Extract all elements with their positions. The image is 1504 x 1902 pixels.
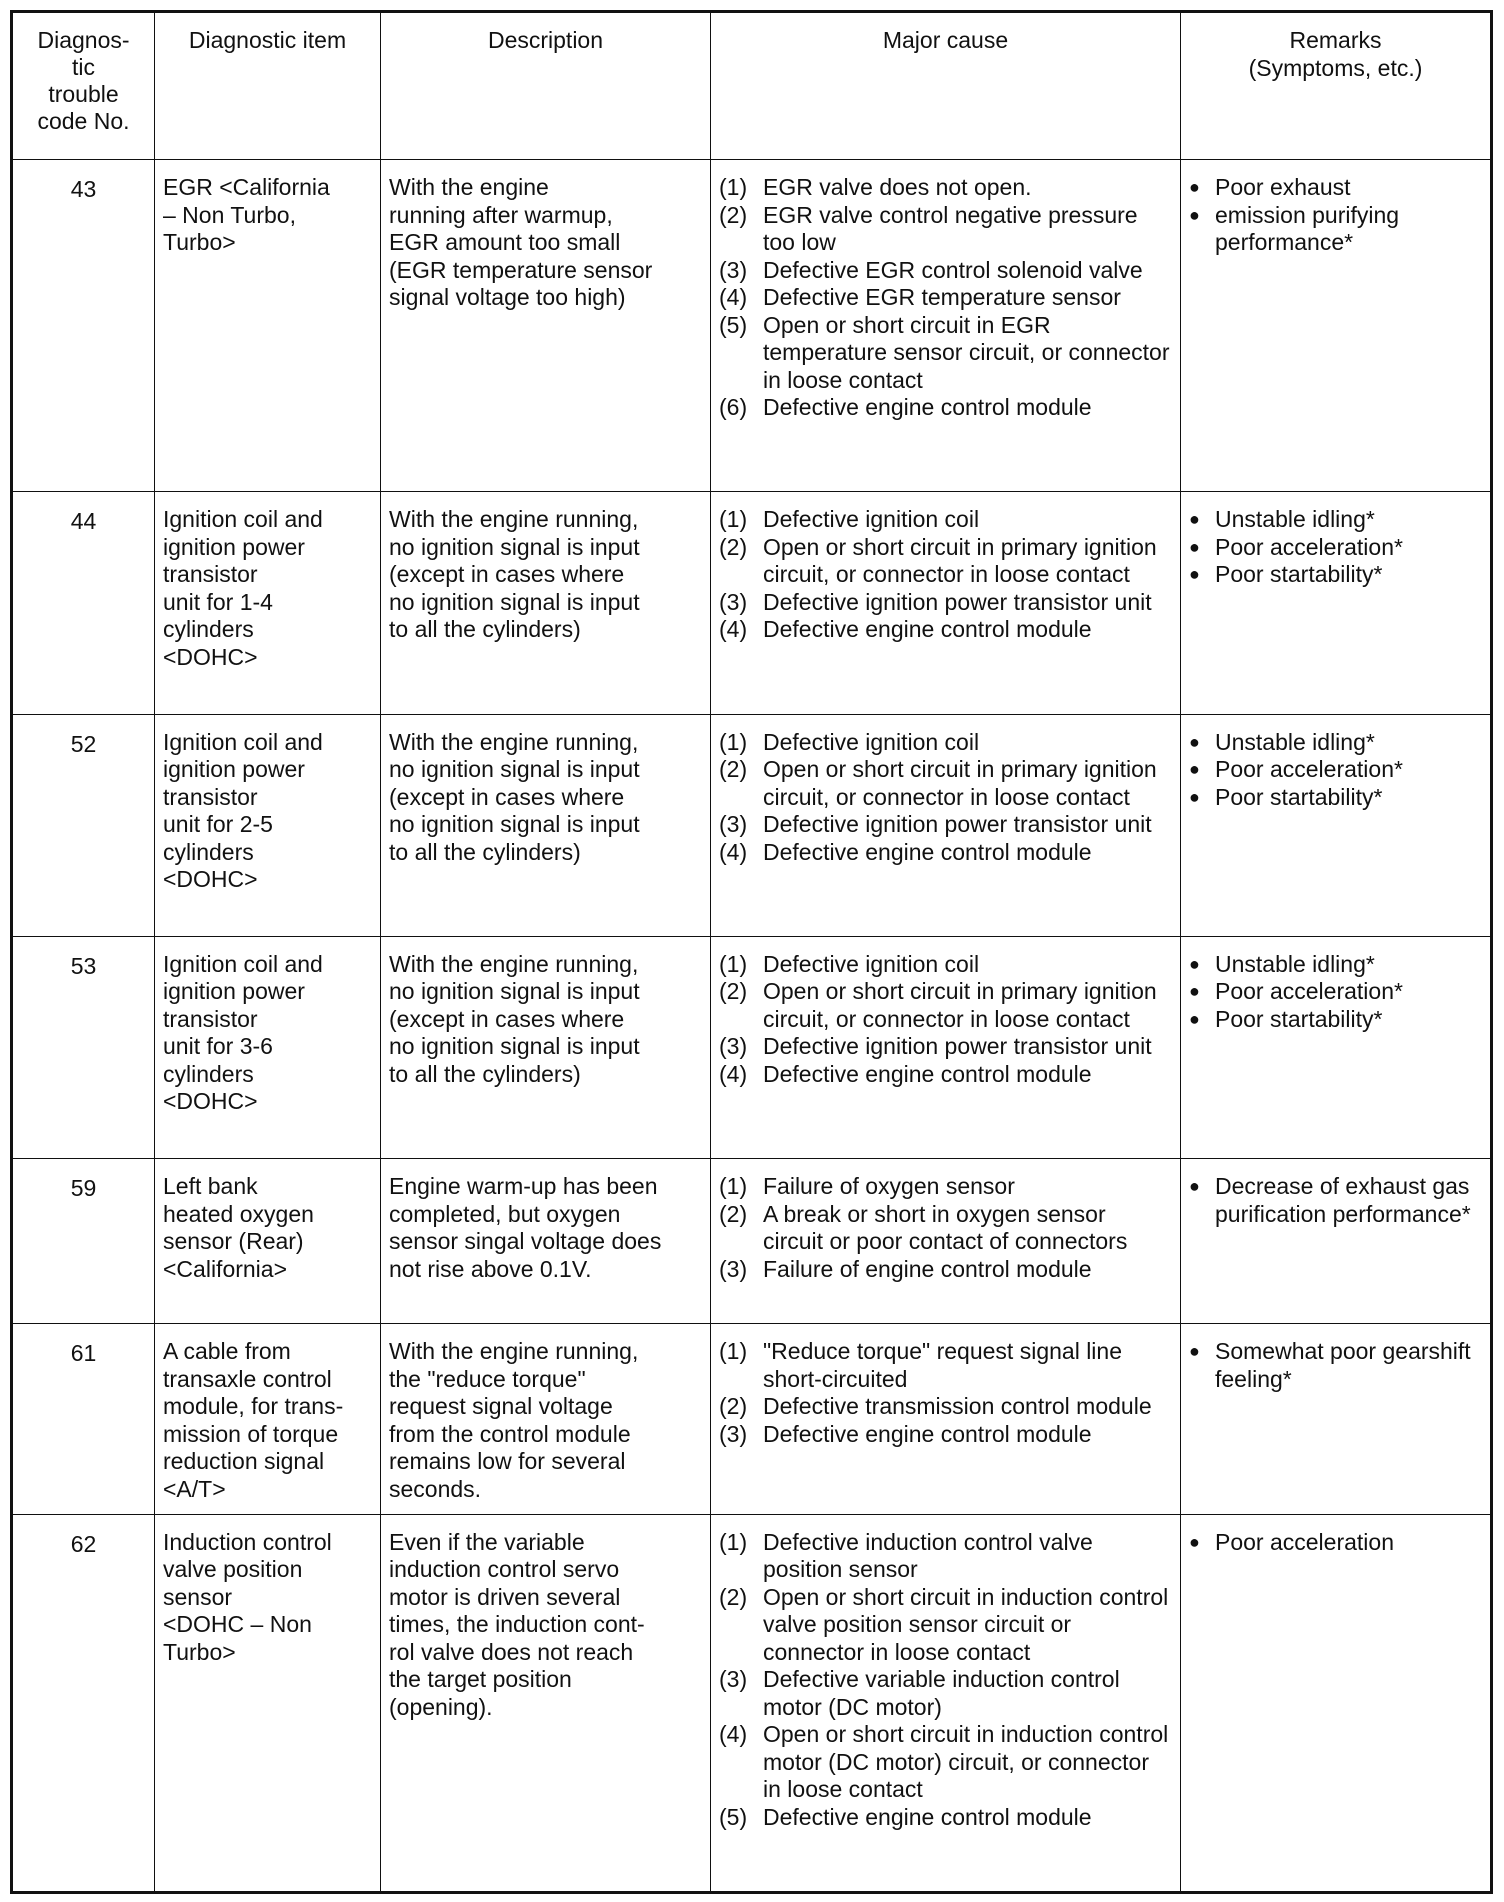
table-row: [12, 714, 1492, 936]
cause-cell: [711, 1514, 1181, 1892]
description-cell: Even if the variable induction control servo motor is driven several times, the induction cont- rol valve does not reach the target position (opening).: [381, 1514, 711, 1892]
cause-text: Defective ignition power transistor unit: [763, 811, 1152, 838]
cause-item: [719, 1033, 1172, 1061]
table-row: [12, 1514, 1492, 1892]
cause-item: [719, 534, 1172, 589]
code-cell: 62: [12, 1514, 155, 1892]
cause-number: (1): [719, 1528, 748, 1555]
cause-text: Defective engine control module: [763, 394, 1092, 420]
header-cause: Major cause: [711, 12, 1181, 160]
description-cell: With the engine running, the "reduce torque" request signal voltage from the control module remains low for several seconds.: [381, 1324, 711, 1514]
cause-item: [719, 1804, 1172, 1832]
cause-text: Failure of engine control module: [763, 1255, 1092, 1282]
bullet-icon: ●: [1189, 177, 1200, 197]
remark-text: Poor startability*: [1215, 1005, 1383, 1032]
description-cell: Engine warm-up has been completed, but oxygen sensor singal voltage does not rise above 0.1V.: [381, 1159, 711, 1324]
cause-text: EGR valve does not open.: [763, 174, 1032, 200]
cause-text: Defective engine control module: [763, 1803, 1092, 1830]
cause-item: [719, 1338, 1172, 1393]
bullet-icon: ●: [1189, 786, 1200, 807]
cause-number: (2): [719, 1393, 748, 1420]
remark-item: [1189, 506, 1482, 534]
cause-item: [719, 174, 1172, 202]
cause-list: [719, 951, 1172, 1089]
cause-number: (4): [719, 838, 748, 865]
remarks-cell: [1181, 1159, 1492, 1324]
remark-text: Poor acceleration*: [1215, 533, 1403, 560]
cause-text: Defective EGR control solenoid valve: [763, 256, 1143, 283]
cause-item: [719, 312, 1172, 395]
remark-text: Poor exhaust: [1215, 174, 1351, 200]
cause-cell: [711, 492, 1181, 714]
code-cell: 61: [12, 1324, 155, 1514]
remark-item: [1189, 1173, 1482, 1228]
description-cell: With the engine running, no ignition signal is input (except in cases where no ignition signal is input to all the cylinders): [381, 492, 711, 714]
cause-item: [719, 811, 1172, 839]
header-description: Description: [381, 12, 711, 160]
remarks-list: [1189, 1529, 1482, 1557]
cause-list: [719, 1173, 1172, 1283]
cause-number: (2): [719, 978, 748, 1005]
table-row: [12, 1324, 1492, 1514]
remark-item: [1189, 756, 1482, 784]
cause-number: (4): [719, 284, 748, 310]
bullet-icon: ●: [1189, 1008, 1200, 1029]
cause-number: (1): [719, 728, 748, 755]
code-cell: 43: [12, 160, 155, 492]
cause-item: [719, 1393, 1172, 1421]
remarks-list: [1189, 729, 1482, 812]
table-row: [12, 160, 1492, 492]
cause-number: (2): [719, 533, 748, 560]
cause-text: Defective engine control module: [763, 616, 1092, 643]
cause-item: [719, 1721, 1172, 1804]
description-cell: With the engine running after warmup, EGR amount too small (EGR temperature sensor signal voltage too high): [381, 160, 711, 492]
cause-number: (1): [719, 174, 748, 200]
cause-list: [719, 729, 1172, 867]
code-cell: 52: [12, 714, 155, 936]
cause-item: [719, 1201, 1172, 1256]
remarks-list: [1189, 506, 1482, 589]
item-cell: EGR <California – Non Turbo, Turbo>: [155, 160, 381, 492]
code-cell: 44: [12, 492, 155, 714]
item-cell: Ignition coil and ignition power transistor unit for 1-4 cylinders <DOHC>: [155, 492, 381, 714]
bullet-icon: ●: [1189, 1531, 1200, 1552]
cause-text: Defective variable induction control motor (DC motor): [763, 1666, 1120, 1720]
cause-item: [719, 257, 1172, 285]
cause-text: EGR valve control negative pressure too low: [763, 201, 1138, 255]
cause-text: Open or short circuit in primary ignition circuit, or connector in loose contact: [763, 978, 1157, 1032]
cause-item: [719, 1529, 1172, 1584]
cause-text: Open or short circuit in induction control motor (DC motor) circuit, or connector in loose contact: [763, 1721, 1169, 1803]
bullet-icon: ●: [1189, 759, 1200, 780]
item-cell: A cable from transaxle control module, for trans- mission of torque reduction signal <A/T>: [155, 1324, 381, 1514]
cause-text: Defective induction control valve position sensor: [763, 1528, 1093, 1583]
remark-item: [1189, 784, 1482, 812]
cause-text: Defective ignition power transistor unit: [763, 588, 1152, 615]
remark-text: Decrease of exhaust gas purification performance*: [1215, 1173, 1471, 1227]
cause-item: [719, 589, 1172, 617]
bullet-icon: ●: [1189, 953, 1200, 974]
cause-item: [719, 506, 1172, 534]
cause-item: [719, 394, 1172, 422]
remark-item: [1189, 561, 1482, 589]
bullet-icon: ●: [1189, 731, 1200, 752]
cause-cell: [711, 1324, 1181, 1514]
remarks-cell: [1181, 1324, 1492, 1514]
cause-list: [719, 174, 1172, 422]
bullet-icon: ●: [1189, 981, 1200, 1002]
remark-text: Poor acceleration*: [1215, 978, 1403, 1005]
cause-text: Defective ignition coil: [763, 728, 980, 755]
remark-text: Unstable idling*: [1215, 506, 1375, 533]
cause-item: [719, 284, 1172, 312]
remarks-list: [1189, 174, 1482, 257]
cause-item: [719, 1256, 1172, 1284]
remark-item: [1189, 174, 1482, 202]
remark-text: Unstable idling*: [1215, 728, 1375, 755]
cause-item: [719, 616, 1172, 644]
cause-number: (4): [719, 1721, 748, 1748]
cause-text: Failure of oxygen sensor: [763, 1173, 1015, 1200]
remarks-cell: [1181, 936, 1492, 1158]
cause-number: (4): [719, 1060, 748, 1087]
diagnostic-trouble-code-table: [10, 10, 1493, 1894]
remark-text: Poor startability*: [1215, 561, 1383, 588]
cause-number: (5): [719, 1803, 748, 1830]
item-cell: Left bank heated oxygen sensor (Rear) <California>: [155, 1159, 381, 1324]
cause-text: Defective ignition coil: [763, 506, 980, 533]
remarks-list: [1189, 951, 1482, 1034]
cause-text: Open or short circuit in induction control valve position sensor circuit or connector in loose contact: [763, 1583, 1169, 1665]
bullet-icon: ●: [1189, 1176, 1200, 1197]
remarks-cell: [1181, 160, 1492, 492]
remark-text: Poor acceleration*: [1215, 756, 1403, 783]
bullet-icon: ●: [1189, 1341, 1200, 1362]
cause-number: (2): [719, 1583, 748, 1610]
remarks-cell: [1181, 714, 1492, 936]
cause-text: Open or short circuit in primary ignition circuit, or connector in loose contact: [763, 756, 1157, 810]
item-cell: Ignition coil and ignition power transistor unit for 2-5 cylinders <DOHC>: [155, 714, 381, 936]
item-cell: Induction control valve position sensor <DOHC – Non Turbo>: [155, 1514, 381, 1892]
cause-number: (3): [719, 1666, 748, 1693]
table-row: [12, 936, 1492, 1158]
table-row: [12, 1159, 1492, 1324]
cause-item: [719, 1173, 1172, 1201]
remark-item: [1189, 534, 1482, 562]
cause-item: [719, 1666, 1172, 1721]
cause-text: "Reduce torque" request signal line short-circuited: [763, 1338, 1122, 1392]
cause-number: (3): [719, 1033, 748, 1060]
remark-text: Poor startability*: [1215, 783, 1383, 810]
cause-item: [719, 951, 1172, 979]
cause-text: Defective transmission control module: [763, 1393, 1152, 1420]
remark-item: [1189, 202, 1482, 257]
remark-text: Unstable idling*: [1215, 950, 1375, 977]
remark-text: Poor acceleration: [1215, 1528, 1394, 1555]
cause-text: Defective ignition coil: [763, 950, 980, 977]
cause-number: (3): [719, 811, 748, 838]
cause-cell: [711, 1159, 1181, 1324]
cause-item: [719, 202, 1172, 257]
remarks-list: [1189, 1173, 1482, 1228]
cause-number: (1): [719, 1173, 748, 1200]
remarks-list: [1189, 1338, 1482, 1393]
remark-item: [1189, 729, 1482, 757]
remark-text: emission purifying performance*: [1215, 201, 1400, 255]
cause-number: (3): [719, 588, 748, 615]
code-cell: 59: [12, 1159, 155, 1324]
bullet-icon: ●: [1189, 509, 1200, 530]
bullet-icon: ●: [1189, 564, 1200, 585]
cause-list: [719, 506, 1172, 644]
cause-number: (1): [719, 950, 748, 977]
description-cell: With the engine running, no ignition signal is input (except in cases where no ignition signal is input to all the cylinders): [381, 936, 711, 1158]
description-cell: With the engine running, no ignition signal is input (except in cases where no ignition signal is input to all the cylinders): [381, 714, 711, 936]
header-code: Diagnos- tic trouble code No.: [12, 12, 155, 160]
cause-list: [719, 1529, 1172, 1832]
cause-item: [719, 978, 1172, 1033]
remark-item: [1189, 1338, 1482, 1393]
cause-cell: [711, 936, 1181, 1158]
cause-item: [719, 1584, 1172, 1667]
cause-number: (2): [719, 201, 748, 228]
bullet-icon: ●: [1189, 204, 1200, 225]
remarks-cell: [1181, 492, 1492, 714]
cause-number: (2): [719, 1200, 748, 1227]
remark-text: Somewhat poor gearshift feeling*: [1215, 1338, 1471, 1392]
remark-item: [1189, 1529, 1482, 1557]
remark-item: [1189, 951, 1482, 979]
cause-number: (3): [719, 1255, 748, 1282]
code-cell: 53: [12, 936, 155, 1158]
cause-text: Defective EGR temperature sensor: [763, 284, 1121, 310]
header-remarks: Remarks (Symptoms, etc.): [1181, 12, 1492, 160]
cause-cell: [711, 160, 1181, 492]
cause-number: (2): [719, 756, 748, 783]
cause-text: Defective ignition power transistor unit: [763, 1033, 1152, 1060]
header-item: Diagnostic item: [155, 12, 381, 160]
cause-number: (1): [719, 1338, 748, 1365]
cause-cell: [711, 714, 1181, 936]
cause-number: (1): [719, 506, 748, 533]
cause-text: Defective engine control module: [763, 1060, 1092, 1087]
cause-text: Open or short circuit in EGR temperature sensor circuit, or connector in loose contact: [763, 311, 1170, 393]
cause-item: [719, 756, 1172, 811]
cause-text: Open or short circuit in primary ignition circuit, or connector in loose contact: [763, 533, 1157, 588]
cause-item: [719, 839, 1172, 867]
cause-item: [719, 729, 1172, 757]
item-cell: Ignition coil and ignition power transistor unit for 3-6 cylinders <DOHC>: [155, 936, 381, 1158]
remarks-cell: [1181, 1514, 1492, 1892]
cause-item: [719, 1061, 1172, 1089]
bullet-icon: ●: [1189, 536, 1200, 557]
remark-item: [1189, 978, 1482, 1006]
table-header-row: [12, 12, 1492, 160]
table-row: [12, 492, 1492, 714]
cause-item: [719, 1421, 1172, 1449]
cause-number: (4): [719, 616, 748, 643]
diagnostic-code-page: [10, 10, 1490, 1894]
remark-item: [1189, 1006, 1482, 1034]
cause-number: (3): [719, 1420, 748, 1447]
cause-number: (3): [719, 256, 748, 283]
cause-text: Defective engine control module: [763, 1420, 1092, 1447]
cause-number: (6): [719, 394, 748, 420]
cause-number: (5): [719, 311, 748, 338]
cause-text: A break or short in oxygen sensor circuit or poor contact of connectors: [763, 1200, 1128, 1255]
cause-text: Defective engine control module: [763, 838, 1092, 865]
cause-list: [719, 1338, 1172, 1448]
